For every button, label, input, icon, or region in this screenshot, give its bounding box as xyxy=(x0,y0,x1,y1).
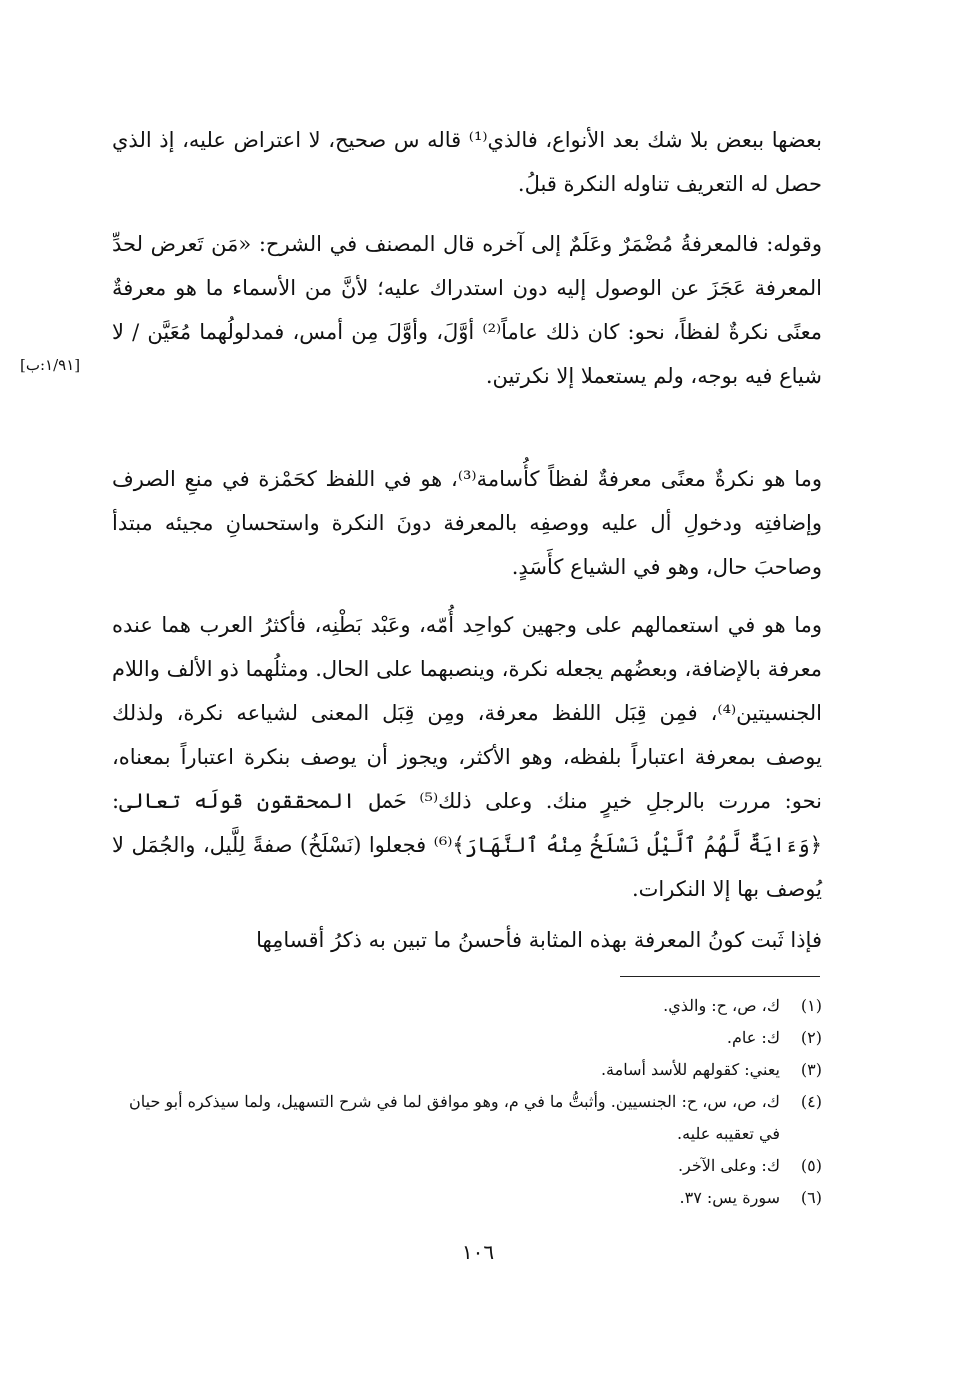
paragraph-3: وما هو نكرةٌ معنًى معرفةٌ لفظاً كأُسامة⁽³⁾، هو في اللفظ كحَمْزة في منعِ الصرف وإضافتِه ودخولِ أل عليه ووصفِه بالمعرفة دونَ النكرة واستحسانِ مجيئه مبتدأ وصاحبَ حال، وهو في الشياع كأَسَدٍ. xyxy=(112,467,822,579)
footnote-text: ك: وعلى الآخر. xyxy=(677,1156,780,1175)
footnote-divider xyxy=(620,976,820,977)
paragraph-5: فإذا ثَبت كونُ المعرفة بهذه المثابة فأحسنُ ما تبين به ذكرُ أقسامِها xyxy=(256,928,822,952)
footnote-text: ك، ص، س، ح: الجنسيين. وأثبتُّ ما في م، وهو موافق لما في شرح التسهيل، ولما سيذكره أبو حيان في تعقيبه عليه. xyxy=(128,1092,780,1143)
footnote xyxy=(112,1086,822,1150)
paragraph-1: بعضها ببعض بلا شك بعد الأنواع، فالذي⁽¹⁾ قاله س صحيح، لا اعتراض عليه، إذ الذي حصل له التعريف تناوله النكرة قبلُ. xyxy=(112,128,823,196)
paragraph-4: وما هو في استعمالهم على وجهين كواحِد أُمّه، وعَبْد بَطْنِه، فأكثرُ العرب هما عنده معرفة بالإضافة، وبعضُهم يجعله نكرة، وينصبهما على الحال. ومثلُهما ذو الألف واللام الجنسيتين⁽⁴⁾، فمِن قِبَل اللفظ معرفة، ومِن قِبَل المعنى لشياعه نكرة، ولذلك يوصف بمعرفة اعتباراً بلفظه، وهو الأكثر، ويجوز أن يوصف بنكرة اعتباراً بمعناه، نحو: مررت بالرجلِ خيرٍ منك. وعلى ذلك⁽⁵⁾ حَمل المحققون قولَه تعالى: ﴿وَءَايَةٌ لَّهُمُ ٱلَّيْلُ نَسْلَخُ مِنْهُ ٱلنَّهَارَ﴾⁽⁶⁾ فجعلوا (نَسْلَخُ) صفةً لِلَّيل، والجُمَل لا يُوصف بها إلا النكرات. xyxy=(112,613,822,901)
footnote-number: (٦) xyxy=(800,1188,822,1207)
footnote-number: (٥) xyxy=(800,1156,822,1175)
footnote-text: يعني: كقولهم للأسد أسامة. xyxy=(600,1060,780,1079)
footnote-text: ك: عام. xyxy=(726,1028,780,1047)
footnote xyxy=(112,1022,822,1054)
manuscript-folio-marker: [١/٩١:ب] xyxy=(20,356,81,374)
footnote-number: (٣) xyxy=(800,1060,822,1079)
footnote xyxy=(112,1054,822,1086)
footnote xyxy=(112,1182,822,1214)
footnote xyxy=(112,990,822,1022)
paragraph-2: وقوله: فالمعرفةُ مُضْمَرٌ وعَلَمٌ إلى آخره قال المصنف في الشرح: «مَن تَعرض لحدِّ المعرفة عَجَزَ عن الوصول إليه دون استدراك عليه؛ لأنَّ من الأسماء ما هو معرفةٌ معنًى نكرةٌ لفظاً، نحو: كان ذلك عاماً⁽²⁾ أوَّلَ، وأوَّلَ مِن أمس، فمدلولُهما مُعَيَّن / لا شياع فيه بوجه، ولم يستعملا إلا نكرتين. xyxy=(112,232,822,388)
footnotes xyxy=(112,990,822,1214)
footnote-number: (٤) xyxy=(800,1092,822,1111)
page-number: ١٠٦ xyxy=(461,1240,495,1264)
footnote-text: ك، ص، ح: والذي. xyxy=(663,996,780,1015)
footnote-number: (١) xyxy=(800,996,822,1015)
footnote-number: (٢) xyxy=(800,1028,822,1047)
footnote xyxy=(112,1150,822,1182)
footnote-text: سورة يس: ٣٧. xyxy=(679,1188,780,1207)
